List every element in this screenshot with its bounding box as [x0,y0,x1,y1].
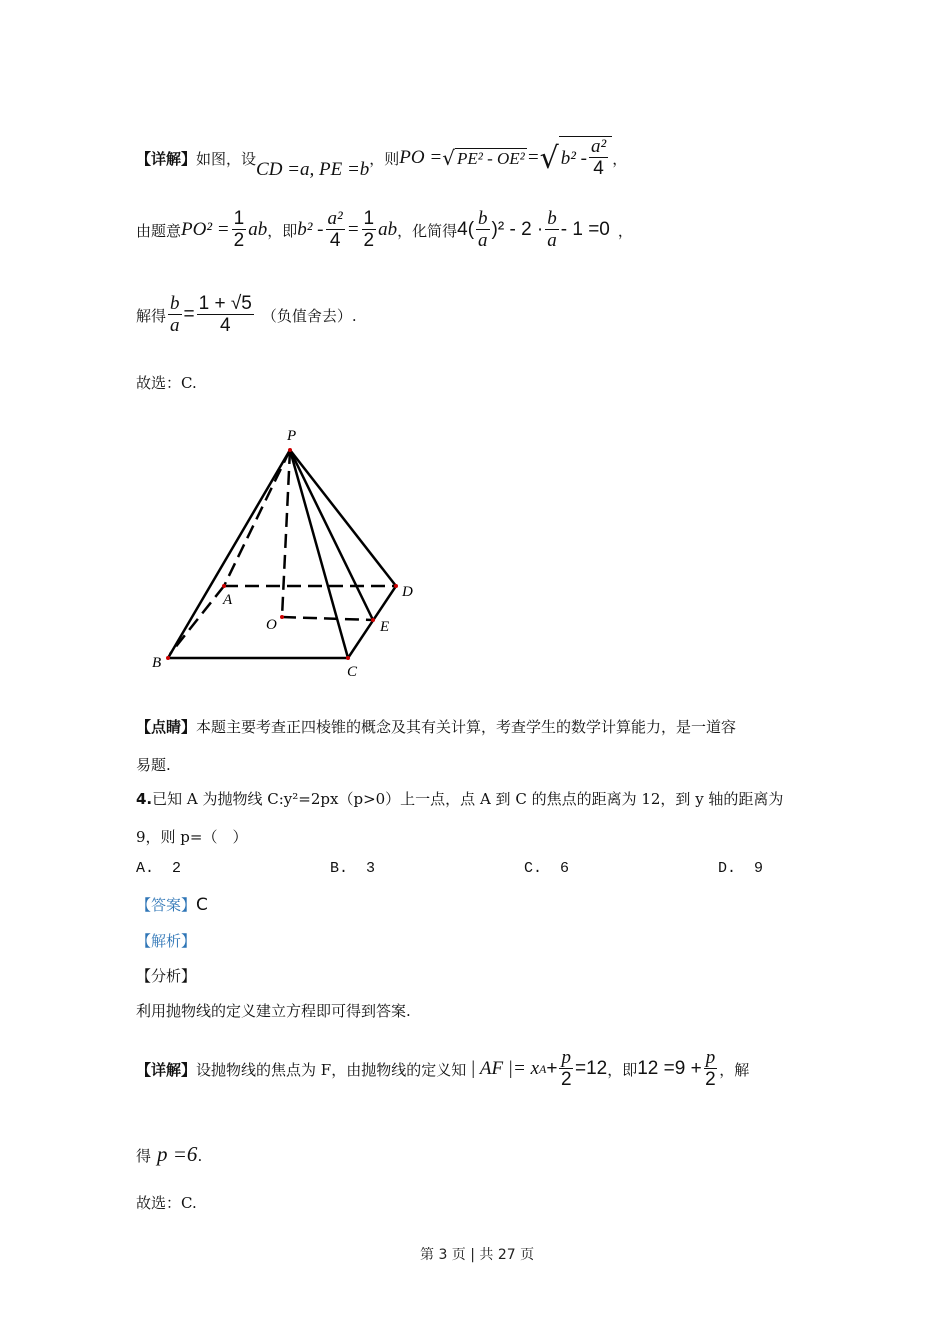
frac-den: a [547,229,557,251]
result-line [136,1142,202,1167]
text: 设抛物线的焦点为 F，由抛物线的定义知 [196,1060,467,1079]
frac-num: p [561,1046,571,1068]
frac-num: 1 [363,207,375,229]
fraction [559,1048,573,1091]
question-4-line-2: 9，则 p=（ ） [136,828,248,846]
math-cd-pe: CD =a, PE =b [256,159,370,180]
frac-num: b [547,207,557,229]
choose-1: 故选：C. [136,374,197,392]
option-label: B. [330,860,349,877]
detail-label: 【详解】 [136,1060,197,1079]
math-squared: )² - 2 · [491,219,544,240]
math-4: 4( [457,219,475,240]
analysis-label: 【解析】 [136,932,197,950]
text: ，则 [369,149,400,168]
math-eq: = [526,147,540,168]
frac-den: 4 [219,314,231,336]
detail-line-1 [136,138,627,178]
frac-num: 1 + √5 [198,292,252,314]
frac-den: 4 [593,158,604,179]
fenxi-text: 利用抛物线的定义建立方程即可得到答案. [136,1002,411,1020]
frac-den: 2 [560,1068,572,1090]
text: 解得 [136,306,167,325]
option-value: 9 [754,860,764,877]
edge-pa [224,450,290,586]
sqrt-icon: √ [442,146,455,170]
frac-num: p [705,1046,716,1068]
fraction [589,137,608,180]
answer-value: C [196,895,208,915]
math-eq-12: =12 [574,1058,608,1079]
math-po: PO = [399,147,443,168]
choose-2: 故选：C. [136,1194,197,1212]
option-label: A. [136,860,155,877]
math-p-eq-6: p =6 [157,1142,198,1166]
math-ab: ab [248,219,268,240]
fenxi-label: 【分析】 [136,967,197,985]
option-value: 3 [366,860,376,877]
option-b[interactable] [330,860,375,877]
label-p: P [287,428,297,444]
option-a[interactable] [136,860,181,877]
option-value: 2 [172,860,182,877]
option-c[interactable] [524,860,569,877]
detail-line-3 [136,288,357,342]
frac-den: 2 [363,229,375,251]
comment-line-2: 易题. [136,756,171,774]
label-b: B [152,655,162,671]
math-sqrt-b-a [559,136,612,180]
frac-den: a [478,229,488,251]
fraction [362,209,377,252]
frac-den: 2 [233,229,245,251]
text: ， [617,221,633,240]
math-minus-one: - 1 =0 [560,219,610,240]
fraction [197,294,254,337]
edge-pd [290,450,396,586]
label-e: E [380,619,390,635]
option-label: C. [524,860,543,877]
edge-po [282,450,290,617]
math-ab: ab [378,219,398,240]
text: ，解 [719,1060,750,1079]
text: ，即 [607,1060,638,1079]
comment-label: 【点睛】 [136,718,197,736]
math-eq: = [346,219,360,240]
frac-num: b [478,207,488,229]
fraction [704,1048,718,1091]
frac-num: a² [327,207,343,229]
math-plus: + [546,1058,558,1079]
pyramid-figure [140,420,430,690]
text: ，即 [267,221,298,240]
frac-den: a [170,314,180,336]
fraction [168,294,182,337]
option-d[interactable] [718,860,763,877]
label-d: D [402,584,413,600]
edge-oe [282,617,373,620]
detail-label: 【详解】 [136,149,197,168]
math-eq: = [183,304,195,325]
fraction [545,209,559,252]
option-label: D. [718,860,737,877]
fraction [326,209,345,252]
text: . [197,1147,203,1165]
math-b2: b² - [297,219,324,240]
fraction [232,209,247,252]
text: 得 [136,1147,152,1165]
comment-line-1 [136,716,736,737]
frac-num: a² [590,136,607,157]
math-sub-a: A [539,1061,547,1076]
page-footer: 第 3 页 | 共 27 页 [420,1247,535,1263]
sqrt-icon: √ [539,140,559,176]
text: ， [612,149,628,168]
text: 由题意 [136,221,182,240]
text: 如图，设 [196,149,257,168]
frac-num: 1 [233,207,245,229]
question-text: 已知 A 为抛物线 C:y²=2px（p>0）上一点，点 A 到 C 的焦点的距离为 12，到 y 轴的距离为 [152,790,784,808]
label-c: C [347,664,358,680]
question-4-line-1 [136,788,783,809]
math-sqrt-pe-oe: PE² - OE² [456,148,525,168]
frac-num: b [170,292,180,314]
edge-pc [290,450,348,658]
answer-label: 【答案】 [136,896,197,914]
label-o: O [266,617,277,633]
edge-ab [170,586,224,654]
question-number: 4. [136,790,153,808]
comment-text: 本题主要考查正四棱锥的概念及其有关计算，考查学生的数学计算能力，是一道容 [196,718,737,736]
detail-line-2 [136,205,633,255]
math-af: | AF |= x [470,1058,540,1079]
text: （负值舍去）. [261,306,357,325]
option-value: 6 [560,860,570,877]
text: ，化简得 [397,221,458,240]
frac-den: 4 [329,229,341,251]
fraction [476,209,490,252]
q4-detail-line [136,1044,749,1094]
math-12-eq: 12 =9 + [637,1058,702,1079]
math-po2: PO² = [181,219,230,240]
answer-line [136,894,208,915]
math-b2: b² - [560,147,587,169]
label-a: A [223,592,233,608]
frac-den: 2 [705,1068,716,1090]
